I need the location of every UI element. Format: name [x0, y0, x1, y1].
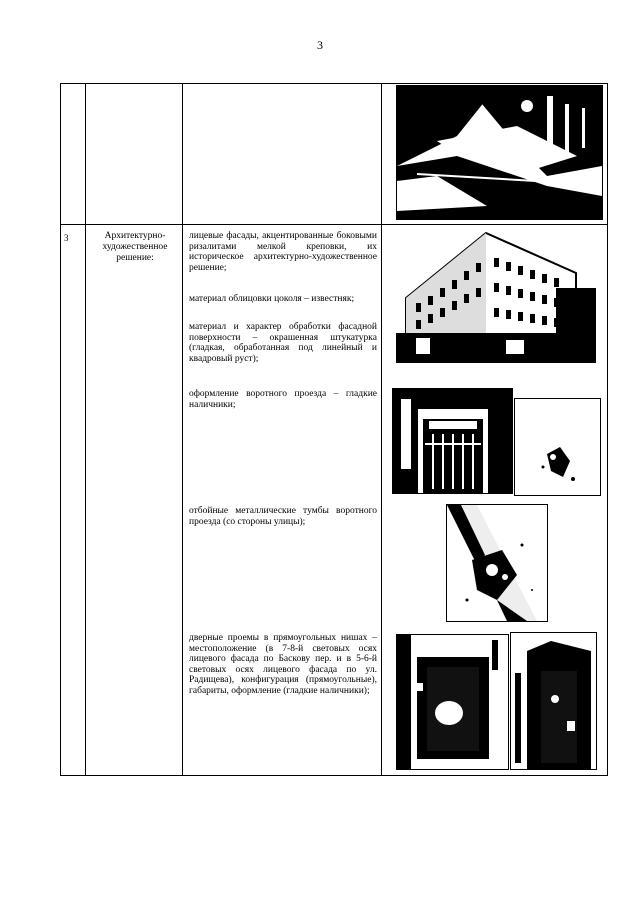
table-left-border	[60, 83, 61, 776]
item-plinth: материал облицовки цоколя – известняк;	[189, 294, 355, 304]
door-niche-photo-2	[510, 632, 597, 770]
item-gate-frames: оформление воротного проезда – гладкие наличники;	[189, 389, 377, 410]
row-number: 3	[64, 233, 69, 243]
door-niche-photo-1	[396, 634, 509, 770]
item-facades: лицевые фасады, акцентированные боковыми ризалитами мелкой креповки, их историческое архитектурно-художественное решение;	[189, 231, 377, 273]
column-divider-3	[381, 83, 382, 776]
item-surface: материал и характер обработки фасадной поверхности – окрашенная штукатурка (гладкая, обработанная под линейный и квадровый руст);	[189, 322, 377, 364]
photo-caption: 196	[399, 761, 410, 767]
column-divider-1	[85, 83, 86, 776]
item-doorways: дверные проемы в прямоугольных нишах – местоположение (в 7-8-й световых осях лицевого фасада по Баскову пер. и в 5-6-й световых осях лицевого фасада по ул. Радищева), конфигурация (прямоугольные), габариты, оформление (гладкие наличники);	[189, 633, 377, 696]
building-corner-photo	[396, 228, 596, 363]
row-title: Архитектурно-художественное решение:	[102, 231, 168, 263]
table-bottom-border	[60, 775, 608, 776]
gate-passage-photo	[392, 388, 513, 494]
column-divider-2	[182, 83, 183, 776]
bollard-photo	[446, 504, 548, 622]
gate-detail-photo	[514, 398, 601, 496]
page-number: 3	[317, 38, 323, 52]
row-divider	[60, 224, 608, 225]
top-continuation-photo	[396, 85, 603, 220]
table-right-border	[607, 83, 608, 776]
table-top-border	[60, 83, 608, 84]
item-bollards: отбойные металлические тумбы воротного проезда (со стороны улицы);	[189, 506, 377, 527]
